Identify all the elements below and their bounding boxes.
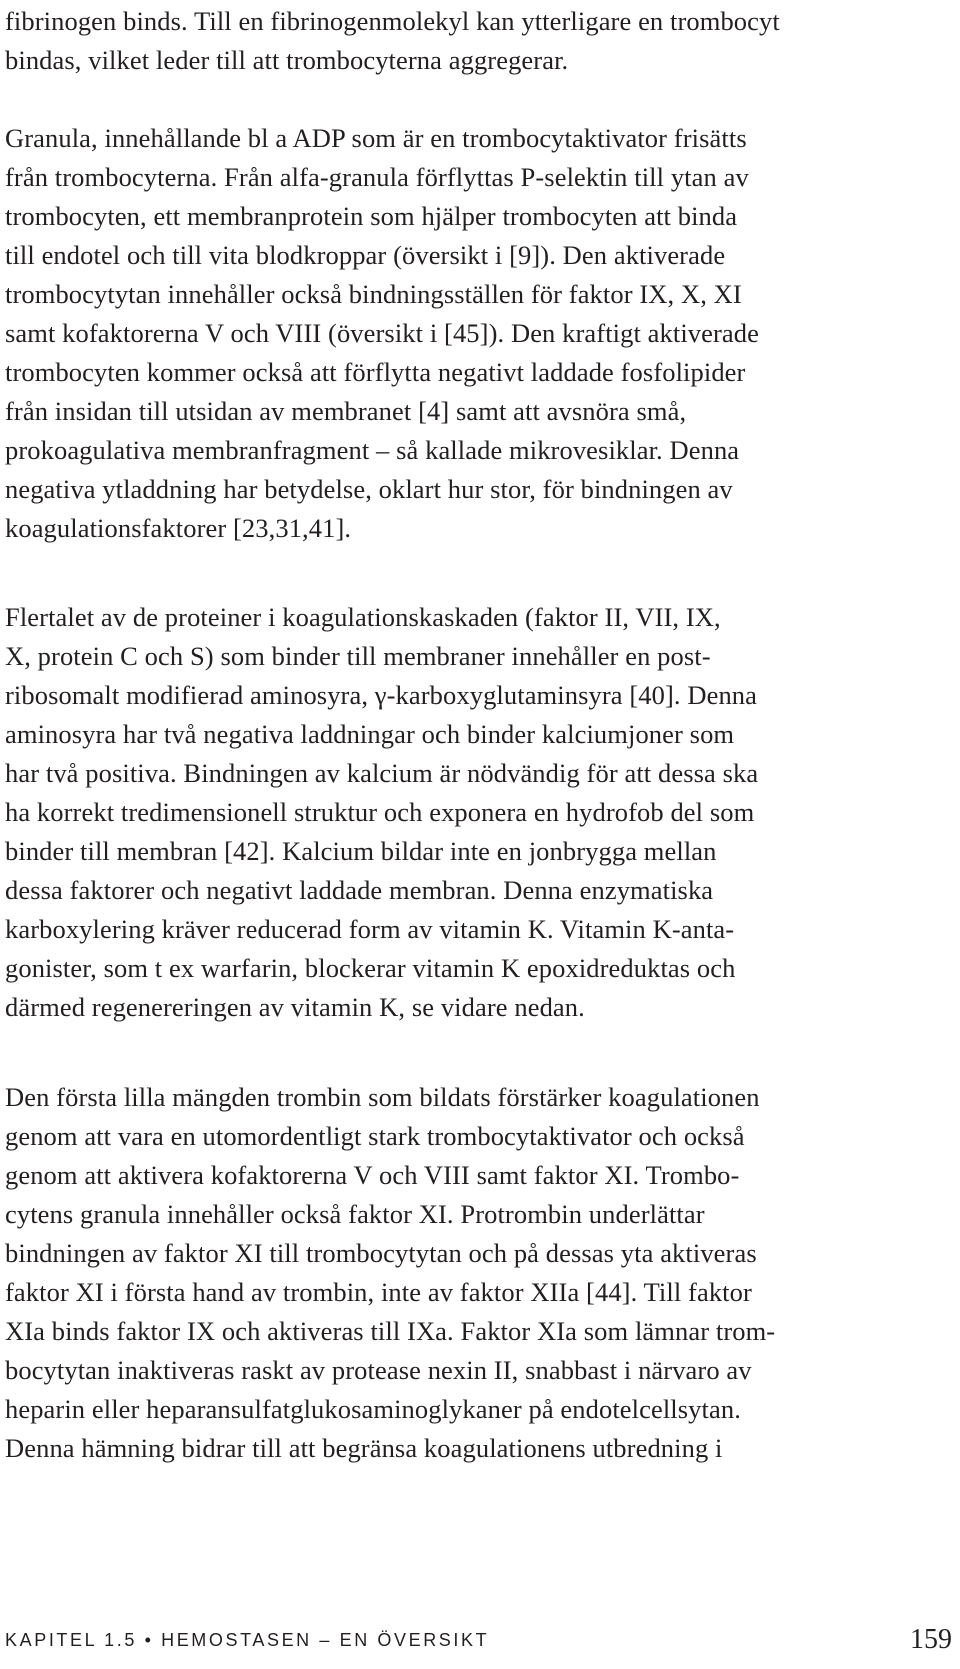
text-line: ribosomalt modifierad aminosyra, γ-karboxyglutaminsyra [40]. Denna [5, 680, 758, 710]
text-line: genom att aktivera kofaktorerna V och VIII samt faktor XI. Trombo- [5, 1160, 740, 1190]
text-line: dessa faktorer och negativt laddade membran. Denna enzymatiska [5, 875, 714, 905]
text-line: trombocytytan innehåller också bindningsställen för faktor IX, X, XI [5, 279, 742, 309]
text-line: aminosyra har två negativa laddningar och binder kalciumjoner som [5, 719, 735, 749]
text-line: heparin eller heparansulfatglukosaminoglykaner på endotelcellsytan. [5, 1394, 741, 1424]
text-line: prokoagulativa membranfragment – så kallade mikrovesiklar. Denna [5, 435, 740, 465]
text-line: Flertalet av de proteiner i koagulationskaskaden (faktor II, VII, IX, [5, 602, 721, 632]
text-line: trombocyten, ett membranprotein som hjälper trombocyten att binda [5, 201, 738, 231]
text-line: XIa binds faktor IX och aktiveras till IXa. Faktor XIa som lämnar trom- [5, 1316, 776, 1346]
text-line: från insidan till utsidan av membranet [4] samt att avsnöra små, [5, 396, 687, 426]
text-line: trombocyten kommer också att förflytta negativt laddade fosfolipider [5, 357, 746, 387]
text-line: ha korrekt tredimensionell struktur och exponera en hydrofob del som [5, 797, 755, 827]
text-line: Denna hämning bidrar till att begränsa koagulationens utbredning i [5, 1433, 723, 1463]
page-number: 159 [910, 1624, 952, 1655]
running-head: KAPITEL 1.5 • HEMOSTASEN – EN ÖVERSIKT [5, 1630, 490, 1650]
text-line: gonister, som t ex warfarin, blockerar vitamin K epoxidreduktas och [5, 953, 736, 983]
text-line: bocytytan inaktiveras raskt av protease nexin II, snabbast i närvaro av [5, 1355, 752, 1385]
text-line: koagulationsfaktorer [23,31,41]. [5, 513, 352, 543]
text-line: bindas, vilket leder till att trombocyterna aggregerar. [5, 45, 569, 75]
text-line: till endotel och till vita blodkroppar (översikt i [9]). Den aktiverade [5, 240, 726, 270]
text-line: binder till membran [42]. Kalcium bildar inte en jonbrygga mellan [5, 836, 717, 866]
text-line: samt kofaktorerna V och VIII (översikt i [45]). Den kraftigt aktiverade [5, 318, 760, 348]
text-line: Den första lilla mängden trombin som bildats förstärker koagulationen [5, 1082, 760, 1112]
page-footer [5, 1622, 952, 1662]
text-line: X, protein C och S) som binder till membraner innehåller en post- [5, 641, 711, 671]
text-line: fibrinogen binds. Till en fibrinogenmolekyl kan ytterligare en trombocyt [5, 6, 780, 36]
text-line: negativa ytladdning har betydelse, oklart hur stor, för bindningen av [5, 474, 733, 504]
text-line: bindningen av faktor XI till trombocytytan och på dessas yta aktiveras [5, 1238, 757, 1268]
paragraph-2 [5, 119, 940, 548]
text-line: karboxylering kräver reducerad form av vitamin K. Vitamin K-anta- [5, 914, 735, 944]
paragraph-4 [5, 1078, 940, 1468]
text-line: har två positiva. Bindningen av kalcium är nödvändig för att dessa ska [5, 758, 759, 788]
text-line: från trombocyterna. Från alfa-granula förflyttas P-selektin till ytan av [5, 162, 749, 192]
text-line: Granula, innehållande bl a ADP som är en trombocytaktivator frisätts [5, 123, 747, 153]
text-line: därmed regenereringen av vitamin K, se vidare nedan. [5, 992, 585, 1022]
paragraph-3 [5, 598, 940, 1027]
text-line: cytens granula innehåller också faktor XI. Protrombin underlättar [5, 1199, 705, 1229]
paragraph-1 [5, 2, 940, 80]
text-line: faktor XI i första hand av trombin, inte av faktor XIIa [44]. Till faktor [5, 1277, 752, 1307]
text-line: genom att vara en utomordentligt stark trombocytaktivator och också [5, 1121, 745, 1151]
